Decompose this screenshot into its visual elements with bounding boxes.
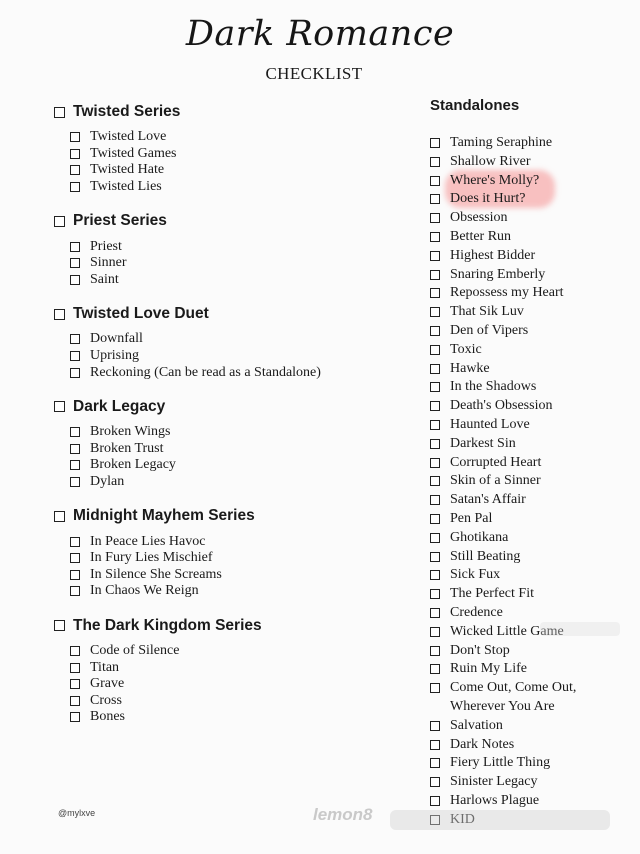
standalones-list bbox=[430, 134, 630, 829]
item-checkbox[interactable] bbox=[70, 444, 80, 454]
checklist-item bbox=[70, 692, 384, 709]
item-checkbox[interactable] bbox=[430, 552, 440, 562]
item-label: Credence bbox=[450, 604, 503, 620]
item-checkbox[interactable] bbox=[70, 663, 80, 673]
item-checkbox[interactable] bbox=[70, 696, 80, 706]
item-checkbox[interactable] bbox=[430, 288, 440, 298]
series-checkbox[interactable] bbox=[54, 107, 65, 118]
standalone-item bbox=[430, 472, 630, 491]
series-heading bbox=[54, 209, 384, 233]
item-checkbox[interactable] bbox=[70, 368, 80, 378]
standalone-item bbox=[430, 736, 630, 755]
item-label: Salvation bbox=[450, 717, 503, 733]
standalone-item bbox=[430, 792, 630, 811]
item-checkbox[interactable] bbox=[70, 537, 80, 547]
watermark-tag bbox=[390, 810, 610, 830]
item-checkbox[interactable] bbox=[70, 586, 80, 596]
series-title: Twisted Love Duet bbox=[73, 305, 209, 323]
standalone-item bbox=[430, 510, 630, 529]
standalone-item bbox=[430, 491, 630, 510]
item-label: Ghotikana bbox=[450, 529, 509, 545]
item-label: Come Out, Come Out, Wherever You Are bbox=[450, 680, 577, 714]
series-checkbox[interactable] bbox=[54, 401, 65, 412]
standalone-item bbox=[430, 322, 630, 341]
item-label: Sinister Legacy bbox=[450, 774, 538, 790]
item-label: Shallow River bbox=[450, 153, 531, 169]
item-label: Broken Wings bbox=[90, 424, 171, 440]
series-section bbox=[54, 100, 384, 195]
checklist-item bbox=[70, 533, 384, 550]
item-checkbox[interactable] bbox=[430, 627, 440, 637]
item-checkbox[interactable] bbox=[430, 251, 440, 261]
item-label: Still Beating bbox=[450, 548, 521, 564]
item-label: Sinner bbox=[90, 255, 127, 271]
standalone-item bbox=[430, 153, 630, 172]
item-checkbox[interactable] bbox=[430, 608, 440, 618]
item-checkbox[interactable] bbox=[430, 157, 440, 167]
item-label: Better Run bbox=[450, 228, 512, 244]
series-heading bbox=[54, 302, 384, 326]
series-title: Dark Legacy bbox=[73, 397, 166, 415]
item-label: Fiery Little Thing bbox=[450, 755, 551, 771]
item-checkbox[interactable] bbox=[70, 646, 80, 656]
item-label: Dark Notes bbox=[450, 736, 515, 752]
item-label: Twisted Games bbox=[90, 145, 177, 161]
item-label: Reckoning (Can be read as a Standalone) bbox=[90, 364, 321, 380]
item-label: Saint bbox=[90, 271, 119, 287]
item-checkbox[interactable] bbox=[70, 275, 80, 285]
item-label: Pen Pal bbox=[450, 510, 493, 526]
checklist-item bbox=[70, 424, 384, 441]
item-checkbox[interactable] bbox=[430, 758, 440, 768]
standalone-item bbox=[430, 209, 630, 228]
item-label: Downfall bbox=[90, 331, 143, 347]
item-checkbox[interactable] bbox=[430, 458, 440, 468]
item-checkbox[interactable] bbox=[70, 712, 80, 722]
item-label: Where's Molly? bbox=[450, 172, 540, 188]
item-checkbox[interactable] bbox=[430, 138, 440, 148]
item-checkbox[interactable] bbox=[430, 796, 440, 806]
item-label: In Peace Lies Havoc bbox=[90, 533, 206, 549]
item-label: Snaring Emberly bbox=[450, 266, 546, 282]
standalones-heading: Standalones bbox=[430, 96, 520, 114]
standalone-item bbox=[430, 378, 630, 397]
checklist-item bbox=[70, 643, 384, 660]
item-checkbox[interactable] bbox=[430, 777, 440, 787]
item-label: The Perfect Fit bbox=[450, 586, 534, 602]
series-section bbox=[54, 395, 384, 490]
standalone-item bbox=[430, 190, 630, 209]
standalone-item bbox=[430, 303, 630, 322]
standalone-item bbox=[430, 397, 630, 416]
item-label: Highest Bidder bbox=[450, 247, 536, 263]
series-section bbox=[54, 209, 384, 288]
standalone-item bbox=[430, 454, 630, 473]
item-label: Twisted Lies bbox=[90, 179, 162, 195]
author-handle: @mylxve bbox=[58, 808, 96, 818]
item-checkbox[interactable] bbox=[430, 270, 440, 280]
lemon8-watermark: lemon8 bbox=[313, 805, 373, 824]
item-checkbox[interactable] bbox=[430, 420, 440, 430]
standalone-item bbox=[430, 717, 630, 736]
item-checkbox[interactable] bbox=[430, 646, 440, 656]
item-checkbox[interactable] bbox=[70, 460, 80, 470]
page-subtitle: CHECKLIST bbox=[265, 64, 363, 83]
standalone-item bbox=[430, 266, 630, 285]
item-label: Hawke bbox=[450, 360, 490, 376]
item-checkbox[interactable] bbox=[430, 307, 440, 317]
item-checkbox[interactable] bbox=[430, 514, 440, 524]
checklist-item bbox=[70, 659, 384, 676]
item-checkbox[interactable] bbox=[430, 176, 440, 186]
checklist-item bbox=[70, 474, 384, 491]
item-checkbox[interactable] bbox=[70, 427, 80, 437]
item-checkbox[interactable] bbox=[430, 382, 440, 392]
item-label: That Sik Luv bbox=[450, 304, 524, 320]
item-checkbox[interactable] bbox=[430, 589, 440, 599]
item-label: Taming Seraphine bbox=[450, 135, 553, 150]
item-checkbox[interactable] bbox=[70, 165, 80, 175]
standalone-item bbox=[430, 660, 630, 679]
standalone-item bbox=[430, 435, 630, 454]
series-section bbox=[54, 504, 384, 599]
item-label: Don't Stop bbox=[450, 642, 510, 658]
item-checkbox[interactable] bbox=[70, 351, 80, 361]
series-column bbox=[54, 100, 384, 740]
item-checkbox[interactable] bbox=[430, 721, 440, 731]
checklist-item bbox=[70, 272, 384, 289]
checklist-item bbox=[70, 255, 384, 272]
checklist-item bbox=[70, 162, 384, 179]
item-checkbox[interactable] bbox=[70, 477, 80, 487]
item-label: Cross bbox=[90, 692, 122, 708]
page-title: Dark Romance bbox=[185, 14, 455, 54]
checklist-item bbox=[70, 457, 384, 474]
item-checkbox[interactable] bbox=[430, 213, 440, 223]
item-checkbox[interactable] bbox=[70, 182, 80, 192]
item-checkbox[interactable] bbox=[430, 326, 440, 336]
checklist-item bbox=[70, 441, 384, 458]
item-label: Wicked Little Game bbox=[450, 623, 564, 639]
item-label: Repossess my Heart bbox=[450, 285, 564, 301]
item-checkbox[interactable] bbox=[70, 570, 80, 580]
standalone-item bbox=[430, 360, 630, 379]
item-label: In Silence She Screams bbox=[90, 566, 222, 582]
series-title: The Dark Kingdom Series bbox=[73, 616, 262, 634]
item-checkbox[interactable] bbox=[70, 132, 80, 142]
item-label: Darkest Sin bbox=[450, 435, 516, 451]
standalone-item bbox=[430, 642, 630, 661]
standalones-column bbox=[430, 94, 630, 829]
checklist-item bbox=[70, 331, 384, 348]
series-heading bbox=[54, 504, 384, 528]
standalone-item bbox=[430, 341, 630, 360]
standalone-item bbox=[430, 679, 630, 717]
checklist-item bbox=[70, 146, 384, 163]
item-checkbox[interactable] bbox=[430, 194, 440, 204]
item-label: KID bbox=[450, 811, 475, 827]
checklist-item bbox=[70, 583, 384, 600]
item-checkbox[interactable] bbox=[430, 683, 440, 693]
standalone-item bbox=[430, 172, 630, 191]
item-label: Death's Obsession bbox=[450, 398, 553, 414]
standalone-item bbox=[430, 228, 630, 247]
series-section bbox=[54, 302, 384, 381]
item-label: Harlows Plague bbox=[450, 792, 540, 808]
item-label: Twisted Love bbox=[90, 129, 167, 145]
checklist-item bbox=[70, 348, 384, 365]
standalone-item bbox=[430, 604, 630, 623]
series-checkbox[interactable] bbox=[54, 620, 65, 631]
item-checkbox[interactable] bbox=[70, 149, 80, 159]
series-heading bbox=[54, 614, 384, 638]
checklist-item bbox=[70, 550, 384, 567]
item-label: Toxic bbox=[450, 341, 482, 357]
item-label: Priest bbox=[90, 238, 122, 254]
series-checkbox[interactable] bbox=[54, 511, 65, 522]
standalone-item bbox=[430, 773, 630, 792]
item-label: Dylan bbox=[90, 474, 125, 490]
series-heading bbox=[54, 395, 384, 419]
item-label: Sick Fux bbox=[450, 567, 501, 583]
watermark-tag bbox=[540, 622, 620, 636]
standalone-item bbox=[430, 585, 630, 604]
series-checkbox[interactable] bbox=[54, 309, 65, 320]
item-label: Satan's Affair bbox=[450, 492, 526, 508]
item-checkbox[interactable] bbox=[430, 401, 440, 411]
item-label: Code of Silence bbox=[90, 642, 180, 658]
item-checkbox[interactable] bbox=[430, 345, 440, 355]
item-checkbox[interactable] bbox=[430, 232, 440, 242]
item-label: Broken Legacy bbox=[90, 457, 176, 473]
checklist-item bbox=[70, 676, 384, 693]
item-label: Corrupted Heart bbox=[450, 454, 542, 470]
item-label: Obsession bbox=[450, 210, 508, 226]
series-title: Twisted Series bbox=[73, 103, 181, 120]
standalone-item bbox=[430, 416, 630, 435]
item-label: Ruin My Life bbox=[450, 661, 527, 677]
checklist-item bbox=[70, 364, 384, 381]
item-label: Does it Hurt? bbox=[450, 191, 526, 207]
item-label: Haunted Love bbox=[450, 416, 530, 432]
item-label: Skin of a Sinner bbox=[450, 473, 541, 489]
standalone-item bbox=[430, 247, 630, 266]
item-checkbox[interactable] bbox=[430, 439, 440, 449]
item-checkbox[interactable] bbox=[70, 258, 80, 268]
item-label: Bones bbox=[90, 709, 125, 725]
item-label: Grave bbox=[90, 676, 125, 692]
item-label: Den of Vipers bbox=[450, 322, 529, 338]
checklist-item bbox=[70, 179, 384, 196]
item-checkbox[interactable] bbox=[70, 679, 80, 689]
item-label: Uprising bbox=[90, 348, 139, 364]
item-checkbox[interactable] bbox=[430, 570, 440, 580]
checklist-item bbox=[70, 567, 384, 584]
series-title: Midnight Mayhem Series bbox=[73, 507, 255, 525]
item-label: Twisted Hate bbox=[90, 162, 165, 178]
standalone-item bbox=[430, 548, 630, 567]
item-label: In Fury Lies Mischief bbox=[90, 550, 213, 566]
item-checkbox[interactable] bbox=[430, 664, 440, 674]
item-checkbox[interactable] bbox=[70, 242, 80, 252]
standalone-item bbox=[430, 284, 630, 303]
standalone-item bbox=[430, 566, 630, 585]
item-checkbox[interactable] bbox=[430, 476, 440, 486]
standalone-item bbox=[430, 529, 630, 548]
item-label: In Chaos We Reign bbox=[90, 583, 199, 599]
item-checkbox[interactable] bbox=[430, 364, 440, 374]
item-label: Titan bbox=[90, 659, 120, 675]
item-checkbox[interactable] bbox=[430, 533, 440, 543]
standalone-item bbox=[430, 754, 630, 773]
checklist-item bbox=[70, 709, 384, 726]
item-checkbox[interactable] bbox=[70, 553, 80, 563]
series-section bbox=[54, 614, 384, 726]
series-heading bbox=[54, 100, 384, 124]
checklist-item bbox=[70, 238, 384, 255]
item-label: Broken Trust bbox=[90, 440, 164, 456]
item-checkbox[interactable] bbox=[430, 495, 440, 505]
series-checkbox[interactable] bbox=[54, 216, 65, 227]
checklist-item bbox=[70, 129, 384, 146]
series-title: Priest Series bbox=[73, 212, 167, 230]
item-checkbox[interactable] bbox=[430, 740, 440, 750]
standalone-item bbox=[430, 134, 630, 153]
item-checkbox[interactable] bbox=[70, 334, 80, 344]
item-label: In the Shadows bbox=[450, 379, 537, 395]
